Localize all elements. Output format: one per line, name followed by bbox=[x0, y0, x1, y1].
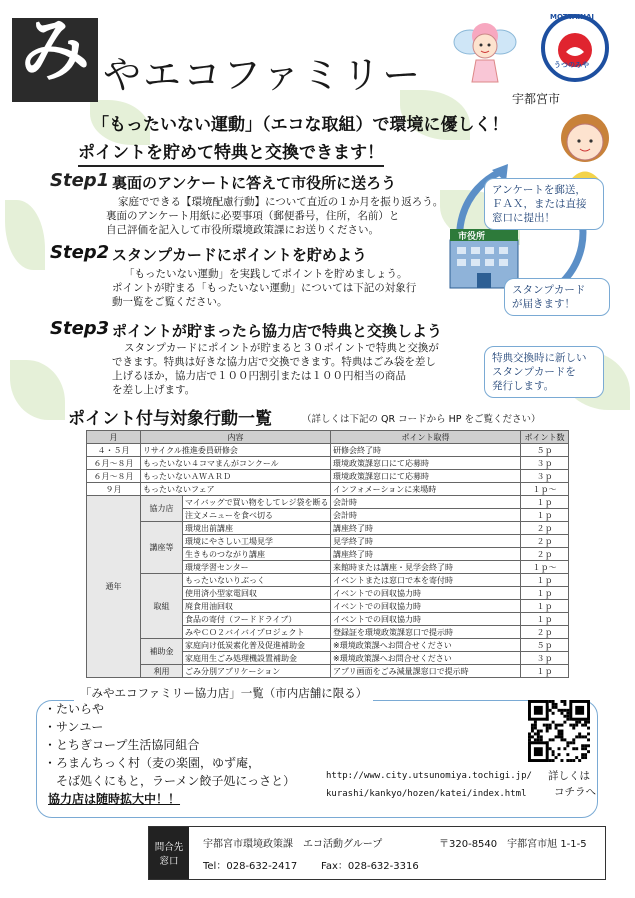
header-month: 月 bbox=[87, 431, 141, 444]
step3-title: ポイントが貯まったら協力店で特典と交換しよう bbox=[112, 322, 443, 340]
callout-line: が届きます！ bbox=[512, 298, 575, 310]
table-row bbox=[87, 483, 569, 496]
cell-content: 家庭用生ごみ処理機設置補助金 bbox=[183, 652, 331, 665]
qr-note-line1: 詳しくは bbox=[548, 770, 590, 782]
cell-content: 環境にやさしい工場見学 bbox=[183, 535, 331, 548]
url-line1[interactable]: http://www.city.utsunomiya.tochigi.jp/ bbox=[326, 771, 532, 781]
city-hall-sign: 市役所 bbox=[458, 232, 486, 242]
cell-points: １ｐ bbox=[521, 496, 569, 509]
cell-group: 取組 bbox=[141, 574, 183, 639]
cell-month: ６月～８月 bbox=[87, 470, 141, 483]
title-first-char: み bbox=[20, 9, 86, 91]
contact-address: 〒320-8540 宇都宮市旭 1-1-5 bbox=[439, 839, 587, 850]
table-header-row bbox=[87, 431, 569, 444]
cell-content: ごみ分別アプリケーション bbox=[183, 665, 331, 678]
cell-points: １ｐ bbox=[521, 665, 569, 678]
cell-yearround: 通年 bbox=[87, 496, 141, 678]
cell-content: もったいないフェア bbox=[141, 483, 331, 496]
cell-content: マイバッグで買い物をしてレジ袋を断る bbox=[183, 496, 331, 509]
cell-acquisition: 見学終了時 bbox=[331, 535, 521, 548]
cell-acquisition: 講座終了時 bbox=[331, 548, 521, 561]
table-row bbox=[87, 574, 569, 587]
step2-line: 「もったいない運動」を実践してポイントを貯めましょう。 bbox=[124, 268, 408, 280]
logo-text: MOTTAINAI bbox=[550, 13, 594, 21]
callout-line: スタンプカード bbox=[512, 284, 586, 296]
qr-note-line2: コチラへ bbox=[554, 786, 596, 798]
cell-month: ９月 bbox=[87, 483, 141, 496]
cell-points: ２ｐ bbox=[521, 522, 569, 535]
cell-group: 協力店 bbox=[141, 496, 183, 522]
contact-tel: Tel：028-632-2417 bbox=[203, 861, 298, 872]
step1-label: Step1 bbox=[50, 170, 110, 191]
cell-content: もったいないＡＷＡＲＤ bbox=[141, 470, 331, 483]
shop-expanding-note: 協力店は随時拡大中！！ bbox=[48, 792, 181, 806]
points-table bbox=[86, 430, 569, 678]
contact-label: 窓口 bbox=[159, 856, 179, 867]
callout-line: 窓口に提出！ bbox=[492, 212, 555, 224]
step3-line: できます。特典は好きな協力店で交換できます。特典はごみ袋を差し bbox=[112, 356, 436, 368]
cell-points: ３ｐ bbox=[521, 652, 569, 665]
url-line2[interactable]: kurashi/kankyo/hozen/katei/index.html bbox=[326, 789, 527, 799]
header-acquisition: ポイント取得 bbox=[331, 431, 521, 444]
callout-stamp bbox=[504, 278, 610, 316]
cell-points: １ｐ bbox=[521, 613, 569, 626]
cell-points: １ｐ bbox=[521, 574, 569, 587]
cell-acquisition: 登録証を環境政策課窓口で提示時 bbox=[331, 626, 521, 639]
step3-line: 上げるほか，協力店で１００円割引または１００円相当の商品 bbox=[112, 370, 406, 382]
cell-content: リサイクル推進委員研修会 bbox=[141, 444, 331, 457]
cell-points: ２ｐ bbox=[521, 626, 569, 639]
table-row bbox=[87, 665, 569, 678]
step2-title: スタンプカードにポイントを貯めよう bbox=[112, 246, 367, 264]
header-points: ポイント数 bbox=[521, 431, 569, 444]
step3-label: Step3 bbox=[50, 318, 110, 339]
cell-acquisition: 来館時または講座・見学会終了時 bbox=[331, 561, 521, 574]
step1-line: 自己評価を記入して市役所環境政策課にお送りください。 bbox=[106, 224, 379, 236]
cell-acquisition: イベントでの回収協力時 bbox=[331, 600, 521, 613]
table-row bbox=[87, 639, 569, 652]
table-row bbox=[87, 457, 569, 470]
cell-points: ３ｐ bbox=[521, 457, 569, 470]
table-row bbox=[87, 470, 569, 483]
cell-content: 廃食用油回収 bbox=[183, 600, 331, 613]
leaf-decoration bbox=[5, 200, 45, 270]
mottainai-logo-icon bbox=[540, 12, 610, 82]
cell-month: ４・５月 bbox=[87, 444, 141, 457]
cell-points: ２ｐ bbox=[521, 548, 569, 561]
cell-acquisition: ※環境政策課へお問合せください bbox=[331, 652, 521, 665]
contact-footer bbox=[148, 826, 606, 880]
cell-acquisition: 会計時 bbox=[331, 496, 521, 509]
callout-line: 発行します。 bbox=[492, 380, 555, 392]
cell-content: 食品の寄付（フードドライブ） bbox=[183, 613, 331, 626]
cell-points: ２ｐ bbox=[521, 535, 569, 548]
contact-fax: Fax：028-632-3316 bbox=[321, 861, 419, 872]
cell-points: ５ｐ bbox=[521, 639, 569, 652]
cell-acquisition: アプリ画面をごみ減量課窓口で提示時 bbox=[331, 665, 521, 678]
cell-points: １ｐ～ bbox=[521, 561, 569, 574]
step2-line: ポイントが貯まる「もったいない運動」については下記の対象行 bbox=[112, 282, 417, 294]
headline-main: 「もったいない運動」（エコな取組）で環境に優しく！ bbox=[92, 115, 509, 135]
callout-exchange bbox=[484, 346, 604, 398]
contact-department: 宇都宮市環境政策課 エコ活動グループ bbox=[203, 839, 383, 850]
callout-mail bbox=[484, 178, 604, 230]
contact-label: 問合先 bbox=[154, 842, 184, 853]
cell-content: 環境学習センター bbox=[183, 561, 331, 574]
callout-line: ＦＡＸ，または直接 bbox=[492, 198, 587, 210]
cell-acquisition: インフォメーションに来場時 bbox=[331, 483, 521, 496]
cell-content: 環境出前講座 bbox=[183, 522, 331, 535]
cell-group: 講座等 bbox=[141, 522, 183, 574]
table-title: ポイント付与対象行動一覧 bbox=[68, 409, 272, 429]
cell-content: もったいない４コマまんがコンクール bbox=[141, 457, 331, 470]
cell-content: 家庭向け低炭素化普及促進補助金 bbox=[183, 639, 331, 652]
step3-line: スタンプカードにポイントが貯まると３０ポイントで特典と交換が bbox=[124, 342, 439, 354]
cell-points: ３ｐ bbox=[521, 470, 569, 483]
city-name: 宇都宮市 bbox=[512, 92, 561, 106]
cell-acquisition: 会計時 bbox=[331, 509, 521, 522]
cell-group: 補助金 bbox=[141, 639, 183, 665]
table-row bbox=[87, 496, 569, 509]
cell-acquisition: ※環境政策課へお問合せください bbox=[331, 639, 521, 652]
cell-acquisition: イベントでの回収協力時 bbox=[331, 587, 521, 600]
cell-points: １ｐ bbox=[521, 509, 569, 522]
cell-content: 注文メニューを食べ切る bbox=[183, 509, 331, 522]
cell-month: ６月～８月 bbox=[87, 457, 141, 470]
qr-code-icon[interactable] bbox=[528, 700, 590, 762]
step1-line: 家庭でできる【環境配慮行動】について直近の１か月を振り返ろう。 bbox=[118, 196, 444, 208]
step2-line: 動一覧をご覧ください。 bbox=[112, 296, 228, 308]
cell-acquisition: イベントまたは窓口で本を寄付時 bbox=[331, 574, 521, 587]
cell-acquisition: イベントでの回収協力時 bbox=[331, 613, 521, 626]
shop-item: ・ろまんちっく村（麦の楽園，ゆず庵， bbox=[44, 756, 261, 770]
cell-acquisition: 研修会終了時 bbox=[331, 444, 521, 457]
header-content: 内容 bbox=[141, 431, 331, 444]
contact-label-box bbox=[149, 827, 189, 879]
table-row bbox=[87, 522, 569, 535]
step2-label: Step2 bbox=[50, 242, 110, 263]
page-title: やエコファミリー bbox=[103, 53, 423, 97]
step1-title: 裏面のアンケートに答えて市役所に送ろう bbox=[112, 174, 397, 192]
shop-item: ・サンユー bbox=[44, 720, 104, 734]
shop-item: ・たいらや bbox=[44, 702, 105, 716]
cell-content: もったいないりぶっく bbox=[183, 574, 331, 587]
shop-list bbox=[44, 700, 295, 808]
step3-line: を差し上げます。 bbox=[112, 384, 196, 396]
cell-group: 利用 bbox=[141, 665, 183, 678]
headline-sub: ポイントを貯めて特典と交換できます！ bbox=[78, 138, 384, 167]
callout-line: アンケートを郵送， bbox=[492, 184, 586, 196]
shop-list-title: 「みやエコファミリー協力店」一覧（市内店舗に限る） bbox=[74, 685, 373, 701]
cell-acquisition: 環境政策課窓口にて応募時 bbox=[331, 457, 521, 470]
cell-acquisition: 講座終了時 bbox=[331, 522, 521, 535]
table-row bbox=[87, 444, 569, 457]
cell-acquisition: 環境政策課窓口にて応募時 bbox=[331, 470, 521, 483]
callout-line: スタンプカードを bbox=[492, 366, 576, 378]
cell-points: １ｐ bbox=[521, 587, 569, 600]
shop-item: ・とちぎコープ生活協同組合 bbox=[44, 738, 200, 752]
cell-points: １ｐ～ bbox=[521, 483, 569, 496]
cell-points: １ｐ bbox=[521, 600, 569, 613]
logo-subtext: うつのみや bbox=[554, 61, 589, 69]
leaf-decoration bbox=[10, 360, 65, 420]
cell-content: 使用済小型家電回収 bbox=[183, 587, 331, 600]
cell-points: ５ｐ bbox=[521, 444, 569, 457]
table-note: （詳しくは下記の QR コードから HP をご覧ください） bbox=[302, 414, 541, 425]
fairy-mascot-icon bbox=[448, 14, 520, 88]
callout-line: 特典交換時に新しい bbox=[492, 352, 587, 364]
cell-content: みやＣＯ２バイバイプロジェクト bbox=[183, 626, 331, 639]
step1-line: 裏面のアンケート用紙に必要事項（郵便番号，住所，名前）と bbox=[106, 210, 400, 222]
cell-content: 生きものつながり講座 bbox=[183, 548, 331, 561]
shop-item: そば処くにもと，ラーメン餃子処にっさと） bbox=[44, 774, 296, 788]
